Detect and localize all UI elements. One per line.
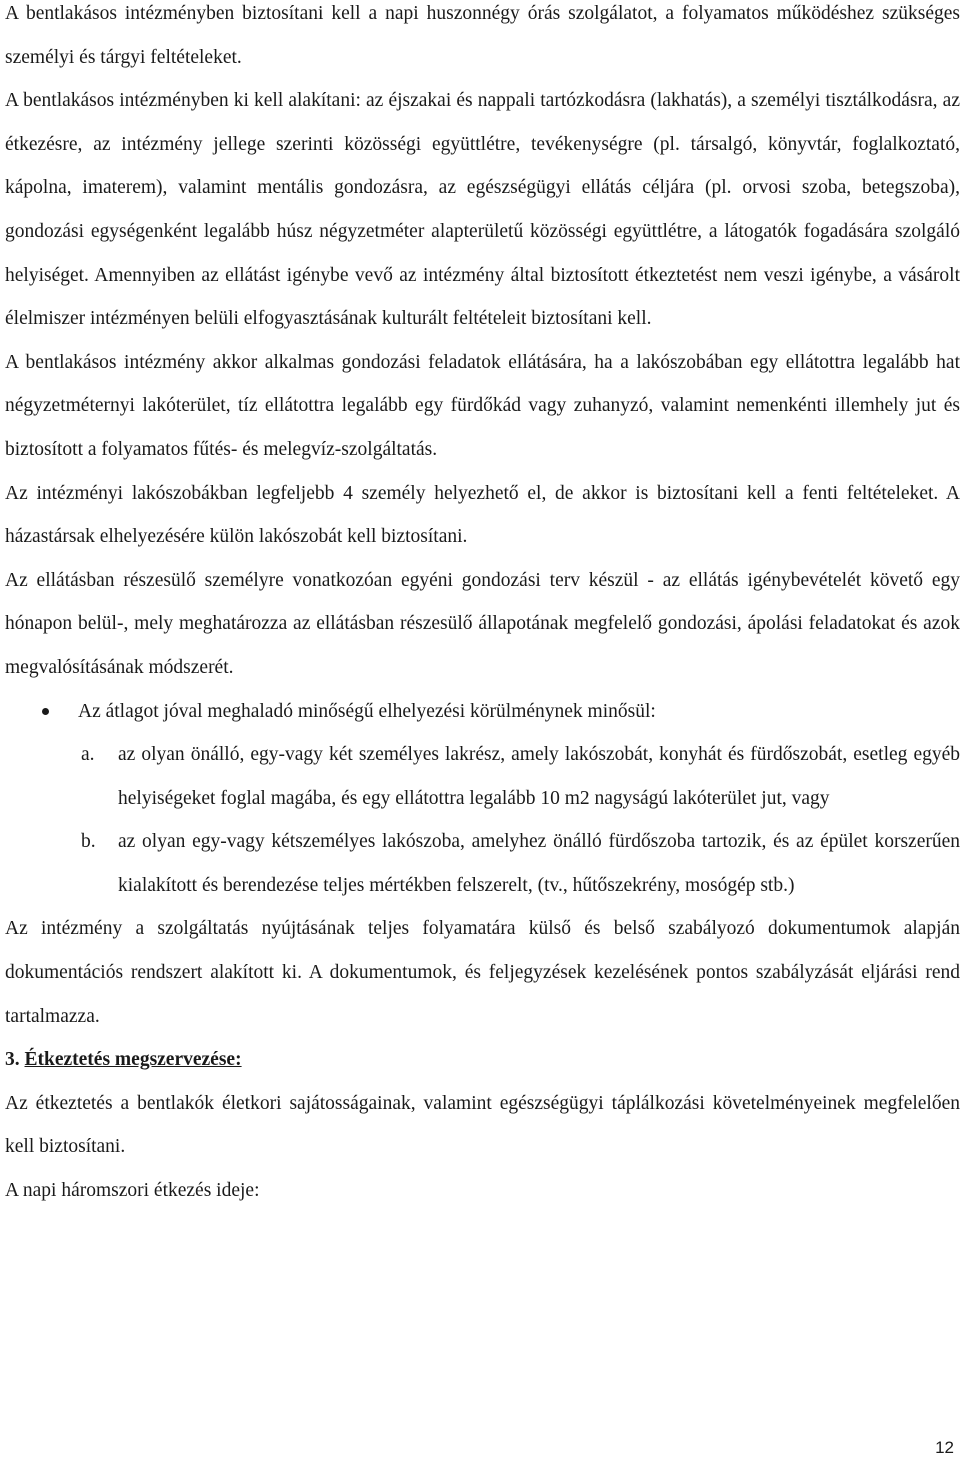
section-number: 3. [5, 1049, 20, 1071]
paragraph-meal-times: A napi háromszori étkezés ideje: [5, 1180, 260, 1202]
paragraph-catering: Az étkeztetés a bentlakók életkori sajátosságainak, valamint egészségügyi táplálkozási követelményeinek megfelelően kell biztosítani. [5, 1092, 960, 1158]
section-title: Étkeztetés megszervezése: [24, 1049, 242, 1071]
bullet-list-item [5, 690, 960, 734]
page-number: 12 [935, 1438, 954, 1457]
paragraph-documentation: Az intézmény a szolgáltatás nyújtásának teljes folyamatára külső és belső szabályozó dokumentumok alapján dokumentációs rendszert alakított ki. A dokumentumok, és feljegyzések kezelésének pontos szabályzását eljárási rend tartalmazza. [5, 918, 960, 1027]
list-item-b [5, 820, 960, 907]
bullet-icon [42, 708, 49, 715]
paragraph-rooms-requirements: A bentlakásos intézményben ki kell alakítani: az éjszakai és nappali tartózkodásra (lakhatás), a személyi tisztálkodásra, az étkezésre, az intézmény jellege szerinti közösségi együttlétre, tevékenységre (pl. társalgó, könyvtár, foglalkoztató, kápolna, imaterem), valamint mentális gondozásra, az egészségügyi ellátás céljára (pl. orvosi szoba, betegszoba), gondozási egységenként legalább húsz négyzetméter alapterületű közösségi együttlétre, a látogatók fogadására szolgáló helyiséget. Amennyiben az ellátást igénybe vevő az intézmény által biztosított étkeztetést nem veszi igénybe, a vásárolt élelmiszer intézményen belüli elfogyasztásának kulturált feltételeit biztosítani kell. [5, 90, 960, 330]
list-item-text: az olyan egy-vagy kétszemélyes lakószoba, amelyhez önálló fürdőszoba tartozik, és az épület korszerűen kialakított és berendezése teljes mértékben felszerelt, (tv., hűtőszekrény, mosógép stb.) [118, 831, 960, 896]
paragraph-24h-service: A bentlakásos intézményben biztosítani kell a napi huszonnégy órás szolgálatot, a folyamatos működéshez szükséges személyi és tárgyi feltételeket. [5, 3, 960, 68]
list-item-text: az olyan önálló, egy-vagy két személyes lakrész, amely lakószobát, konyhát és fürdőszobát, esetleg egyéb helyiségeket foglal magába, és egy ellátottra legalább 10 m2 nagyságú lakóterület jut, vagy [118, 744, 960, 809]
paragraph-room-capacity: Az intézményi lakószobákban legfeljebb 4 személy helyezhető el, de akkor is biztosítani kell a fenti feltételeket. A házastársak elhelyezésére külön lakószobát kell biztosítani. [5, 482, 960, 548]
paragraph-care-plan: Az ellátásban részesülő személyre vonatkozóan egyéni gondozási terv készül - az ellátás igénybevételét követő egy hónapon belül-, mely meghatározza az ellátásban részesülő állapotának megfelelő gondozási, ápolási feladatokat és azok megvalósításának módszerét. [5, 569, 960, 678]
list-marker: b. [81, 831, 96, 853]
section-heading [5, 1038, 960, 1082]
list-marker: a. [81, 744, 95, 766]
list-item-a [5, 733, 960, 820]
bullet-text: Az átlagot jóval meghaladó minőségű elhelyezési körülménynek minősül: [78, 700, 656, 722]
paragraph-care-suitability: A bentlakásos intézmény akkor alkalmas gondozási feladatok ellátására, ha a lakószobában egy ellátottra legalább hat négyzetméternyi lakóterület, tíz ellátottra legalább egy fürdőkád vagy zuhanyzó, valamint nemenkénti illemhely jut és biztosított a folyamatos fűtés- és melegvíz-szolgáltatás. [5, 351, 960, 460]
document-page [5, 0, 960, 1213]
